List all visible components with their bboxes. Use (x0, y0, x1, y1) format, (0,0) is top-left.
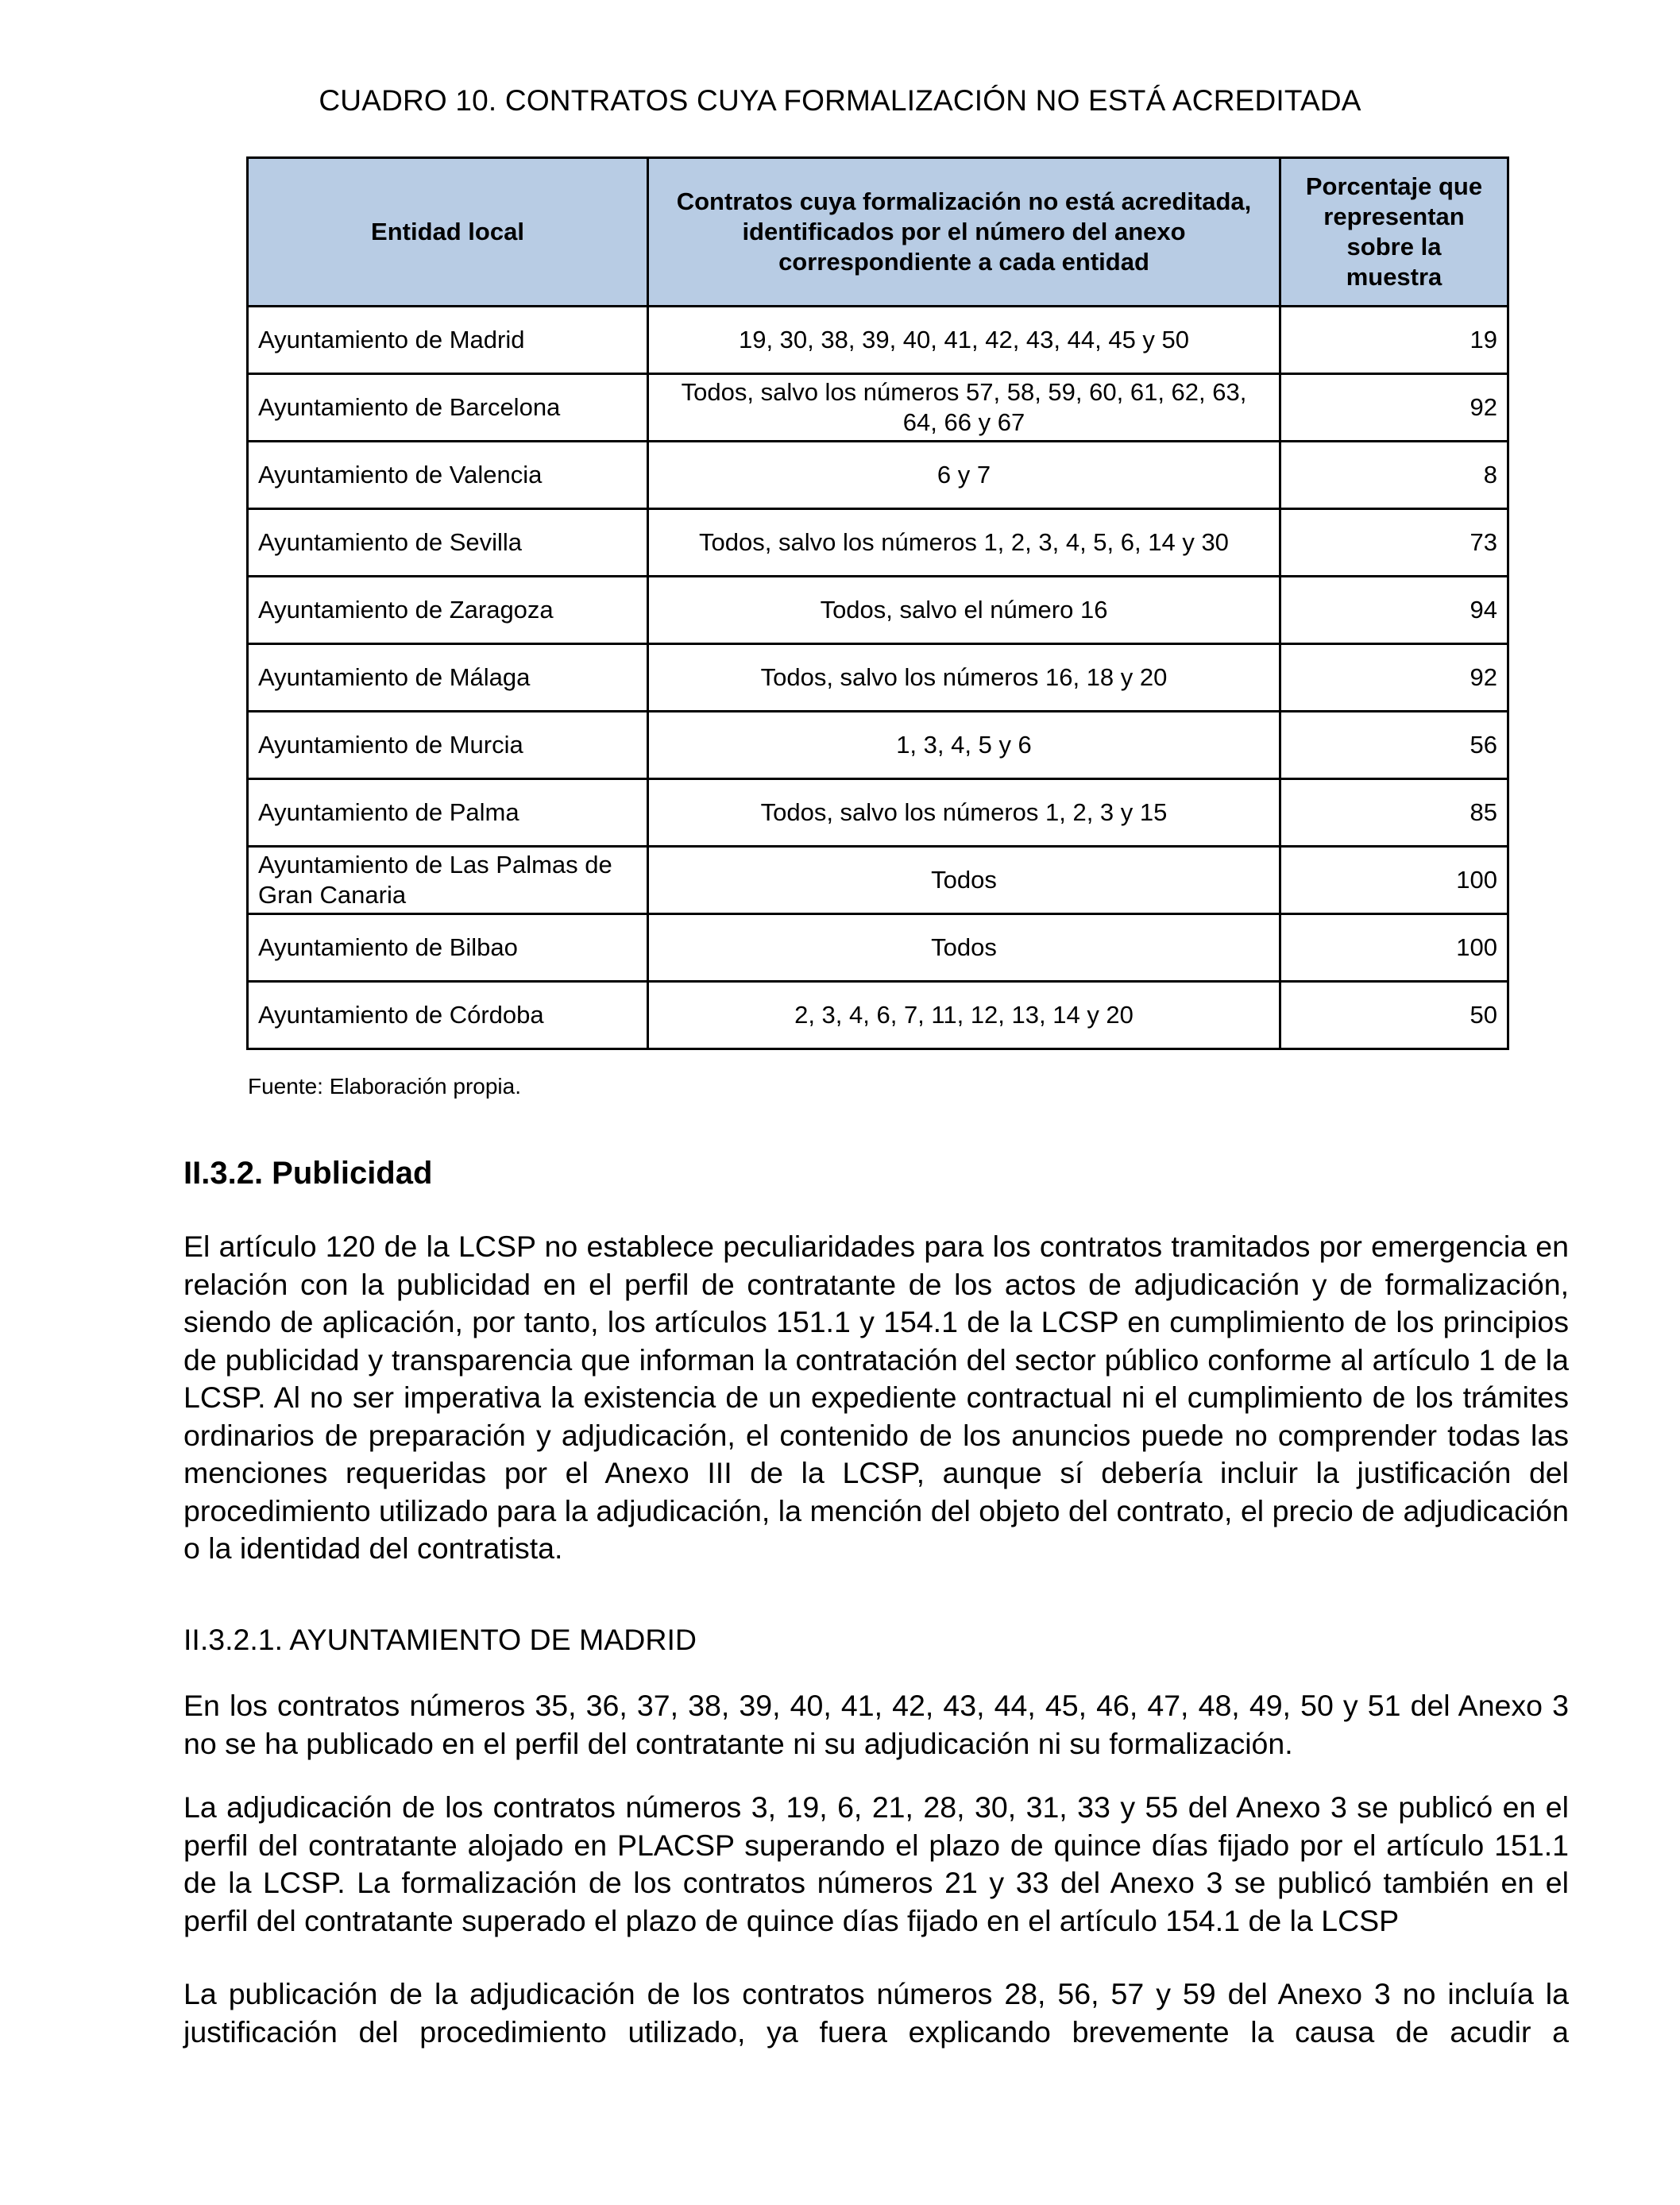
cell-percentage: 94 (1280, 577, 1508, 644)
cell-percentage: 19 (1280, 307, 1508, 374)
header-contracts: Contratos cuya formalización no está acreditada, identificados por el número del anexo correspondiente a cada entidad (648, 158, 1280, 307)
table-header-row (248, 158, 1508, 307)
cell-percentage: 73 (1280, 509, 1508, 577)
cell-contracts: 19, 30, 38, 39, 40, 41, 42, 43, 44, 45 y 50 (648, 307, 1280, 374)
table-row (248, 577, 1508, 644)
cell-entity: Ayuntamiento de Málaga (248, 644, 648, 712)
table-row (248, 644, 1508, 712)
cell-entity: Ayuntamiento de Valencia (248, 442, 648, 509)
cell-contracts: Todos, salvo los números 1, 2, 3, 4, 5, 6, 14 y 30 (648, 509, 1280, 577)
subsection-heading: II.3.2.1. AYUNTAMIENTO DE MADRID (183, 1623, 697, 1656)
table-row (248, 509, 1508, 577)
table-row (248, 847, 1508, 914)
table-source-note: Fuente: Elaboración propia. (248, 1074, 521, 1099)
paragraph: El artículo 120 de la LCSP no establece peculiaridades para los contratos tramitados por emergencia en relación con la publicidad en el perfil de contratante de los actos de adjudicación y de formalización, siendo de aplicación, por tanto, los artículos 151.1 y 154.1 de la LCSP en cumplimiento de los principios de publicidad y transparencia que informan la contratación del sector público conforme al artículo 1 de la LCSP. Al no ser imperativa la existencia de un expediente contractual ni el cumplimiento de los trámites ordinarios de preparación y adjudicación, el contenido de los anuncios puede no comprender todas las menciones requeridas por el Anexo III de la LCSP, aunque sí debería incluir la justificación del procedimiento utilizado para la adjudicación, la mención del objeto del contrato, el precio de adjudicación o la identidad del contratista. (183, 1230, 1569, 1565)
table-row (248, 442, 1508, 509)
cell-contracts: 2, 3, 4, 6, 7, 11, 12, 13, 14 y 20 (648, 982, 1280, 1049)
cell-percentage: 100 (1280, 847, 1508, 914)
cell-entity: Ayuntamiento de Barcelona (248, 374, 648, 442)
cell-entity: Ayuntamiento de Sevilla (248, 509, 648, 577)
contracts-table (246, 156, 1509, 1050)
cell-entity: Ayuntamiento de Madrid (248, 307, 648, 374)
cell-entity: Ayuntamiento de Córdoba (248, 982, 648, 1049)
table-title: CUADRO 10. CONTRATOS CUYA FORMALIZACIÓN NO ESTÁ ACREDITADA (319, 84, 1361, 117)
cell-percentage: 100 (1280, 914, 1508, 982)
cell-entity: Ayuntamiento de Bilbao (248, 914, 648, 982)
header-percentage: Porcentaje que representan sobre la muestra (1280, 158, 1508, 307)
cell-contracts: Todos, salvo los números 16, 18 y 20 (648, 644, 1280, 712)
cell-contracts: 1, 3, 4, 5 y 6 (648, 712, 1280, 779)
cell-percentage: 50 (1280, 982, 1508, 1049)
paragraph: La publicación de la adjudicación de los contratos números 28, 56, 57 y 59 del Anexo 3 no incluía la justificación del procedimiento utilizado, ya fuera explicando brevemente la causa de acudir a (183, 1977, 1569, 2049)
cell-contracts: Todos, salvo los números 1, 2, 3 y 15 (648, 779, 1280, 847)
cell-entity: Ayuntamiento de Murcia (248, 712, 648, 779)
cell-percentage: 92 (1280, 644, 1508, 712)
cell-percentage: 92 (1280, 374, 1508, 442)
table-row (248, 712, 1508, 779)
cell-contracts: Todos, salvo los números 57, 58, 59, 60, 61, 62, 63, 64, 66 y 67 (648, 374, 1280, 442)
table-row (248, 779, 1508, 847)
table-row (248, 374, 1508, 442)
paragraph: En los contratos números 35, 36, 37, 38, 39, 40, 41, 42, 43, 44, 45, 46, 47, 48, 49, 50 y 51 del Anexo 3 no se ha publicado en el perfil del contratante ni su adjudicación ni su formalización. (183, 1689, 1569, 1760)
cell-contracts: 6 y 7 (648, 442, 1280, 509)
header-entity: Entidad local (248, 158, 648, 307)
cell-entity: Ayuntamiento de Las Palmas de Gran Canaria (248, 847, 648, 914)
table-row (248, 914, 1508, 982)
cell-contracts: Todos (648, 914, 1280, 982)
cell-percentage: 85 (1280, 779, 1508, 847)
cell-contracts: Todos (648, 847, 1280, 914)
table-row (248, 982, 1508, 1049)
cell-percentage: 8 (1280, 442, 1508, 509)
paragraph: La adjudicación de los contratos números 3, 19, 6, 21, 28, 30, 31, 33 y 55 del Anexo 3 se publicó en el perfil del contratante alojado en PLACSP superando el plazo de quince días fijado por el artículo 151.1 de la LCSP. La formalización de los contratos números 21 y 33 del Anexo 3 se publicó también en el perfil del contratante superado el plazo de quince días fijado en el artículo 154.1 de la LCSP (183, 1790, 1569, 1937)
section-heading: II.3.2. Publicidad (183, 1156, 433, 1191)
cell-percentage: 56 (1280, 712, 1508, 779)
cell-entity: Ayuntamiento de Zaragoza (248, 577, 648, 644)
cell-entity: Ayuntamiento de Palma (248, 779, 648, 847)
table-row (248, 307, 1508, 374)
cell-contracts: Todos, salvo el número 16 (648, 577, 1280, 644)
